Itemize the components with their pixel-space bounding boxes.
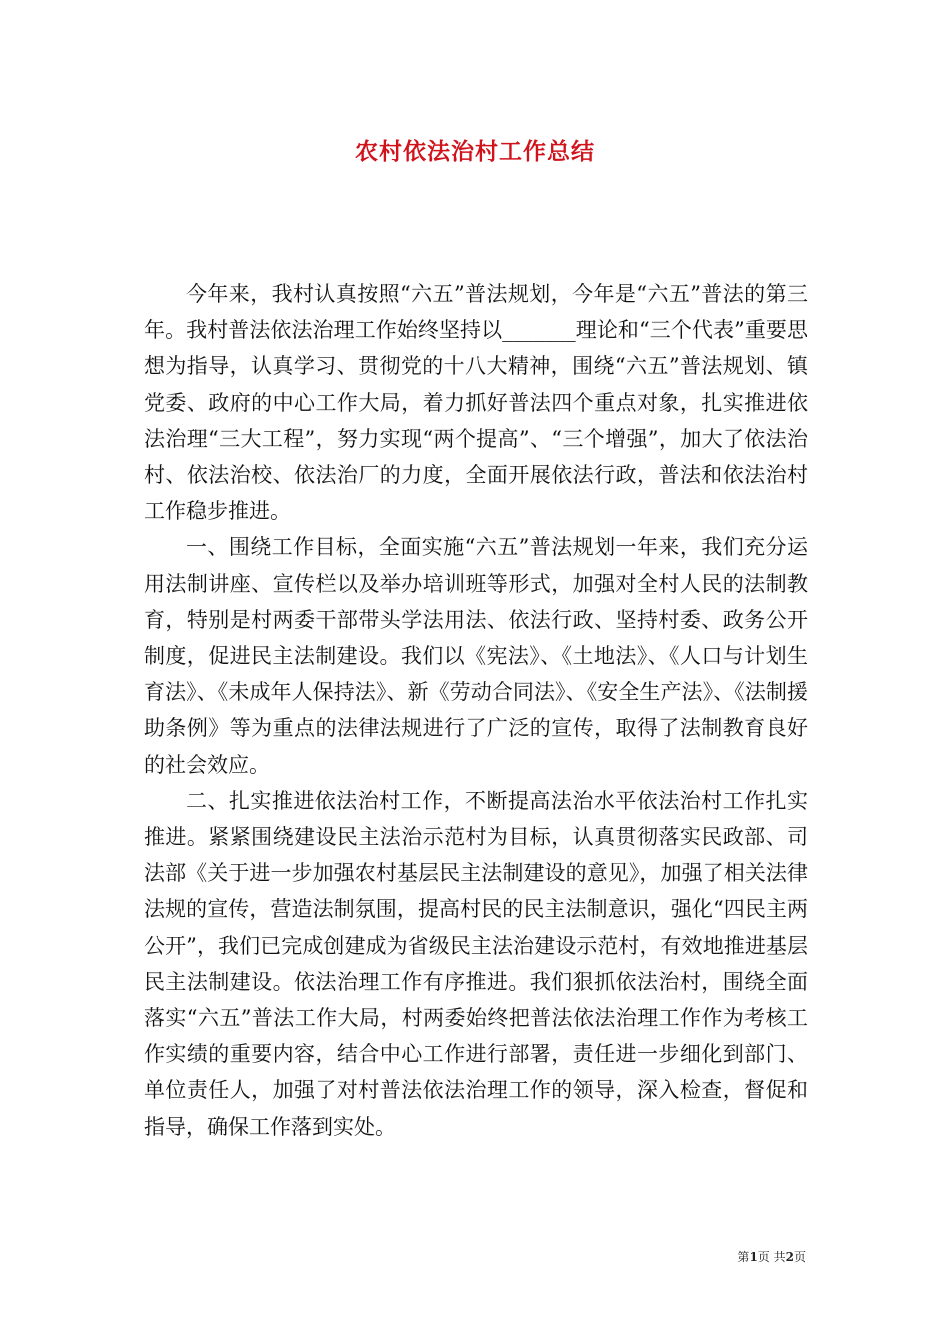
total-pages-number: 2 <box>785 1250 794 1264</box>
current-page-number: 1 <box>749 1250 758 1264</box>
page-prefix: 第 <box>737 1250 750 1264</box>
page-title: 农村依法治村工作总结 <box>355 139 595 165</box>
page-suffix: 页 <box>793 1250 806 1264</box>
page-middle-text: 页 共 <box>757 1250 786 1264</box>
paragraph-section-one: 一、围绕工作目标，全面实施“六五”普法规划一年来，我们充分运用法制讲座、宣传栏以及举办培训班等形式，加强对全村人民的法制教育，特别是村两委干部带头学法用法、依法行政、坚持村委、政务公开制度，促进民主法制建设。我们以《宪法》、《土地法》、《人口与计划生育法》、《未成年人保持法》、新《劳动合同法》、《安全生产法》、《法制援助条例》等为重点的法律法规进行了广泛的宣传，取得了法制教育良好的社会效应。 <box>144 535 808 777</box>
page-number-footer <box>737 1248 806 1265</box>
document-body <box>144 276 808 1145</box>
paragraph-section-two: 二、扎实推进依法治村工作，不断提高法治水平依法治村工作扎实推进。紧紧围绕建设民主法治示范村为目标，认真贯彻落实民政部、司法部《关于进一步加强农村基层民主法制建设的意见》，加强了相关法律法规的宣传，营造法制氛围，提高村民的民主法制意识，强化“四民主两公开”，我们已完成创建成为省级民主法治建设示范村，有效地推进基层民主法制建设。依法治理工作有序推进。我们狠抓依法治村，围绕全面落实“六五”普法工作大局，村两委始终把普法依法治理工作作为考核工作实绩的重要内容，结合中心工作进行部署，责任进一步细化到部门、单位责任人，加强了对村普法依法治理工作的领导，深入检查，督促和指导，确保工作落到实处。 <box>144 788 808 1139</box>
paragraph-intro: 今年来，我村认真按照“六五”普法规划，今年是“六五”普法的第三年。我村普法依法治理工作始终坚持以_______理论和“三个代表”重要思想为指导，认真学习、贯彻党的十八大精神，围绕“六五”普法规划、镇党委、政府的中心工作大局，着力抓好普法四个重点对象，扎实推进依法治理“三大工程”，努力实现“两个提高”、“三个增强”，加大了依法治村、依法治校、依法治厂的力度，全面开展依法行政，普法和依法治村工作稳步推进。 <box>144 282 808 524</box>
